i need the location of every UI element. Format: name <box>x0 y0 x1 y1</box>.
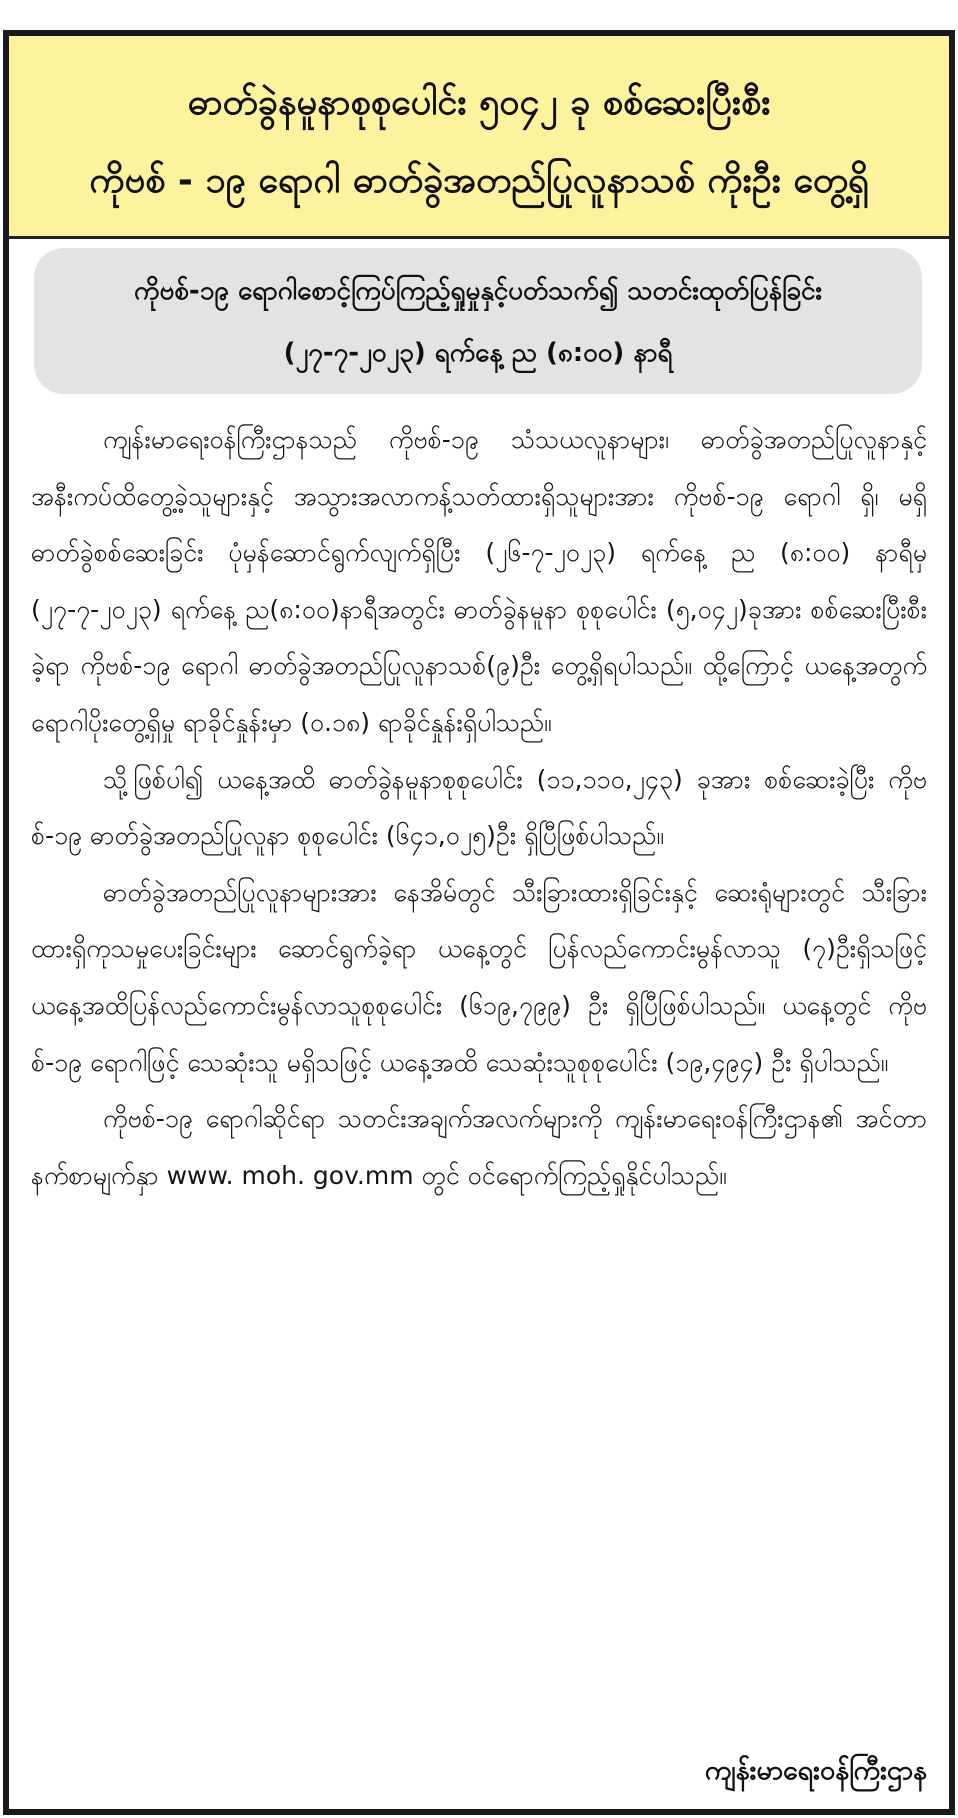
headline-banner <box>9 36 949 239</box>
paragraph-cumulative-totals: သို့ဖြစ်ပါ၍ ယနေ့အထိ ဓာတ်ခွဲနမူနာစုစုပေါင်း (၁၁,၁၁၀,၂၄၃) ခုအား စစ်ဆေးခဲ့ပြီး ကိုဗစ်-၁၉ ဓာတ်ခွဲအတည်ပြုလူနာ စုစုပေါင်း (၆၄၁,၀၂၅)ဦး ရှိပြီဖြစ်ပါသည်။ <box>31 764 927 851</box>
subheading-title: ကိုဗစ်-၁၉ ရောဂါစောင့်ကြပ်ကြည့်ရှုမှုနှင့်ပတ်သက်၍ သတင်းထုတ်ပြန်ခြင်း <box>134 276 822 306</box>
subheading-box <box>34 248 922 394</box>
announcement-body <box>31 412 927 1204</box>
headline-line-1: ဓာတ်ခွဲနမူနာစုစုပေါင်း ၅၀၄၂ ခု စစ်ဆေးပြီးစီး <box>187 82 771 123</box>
paragraph-website-info: ကိုဗစ်-၁၉ ရောဂါဆိုင်ရာ သတင်းအချက်အလက်များကို ကျန်းမာရေးဝန်ကြီးဌာန၏ အင်တာနက်စာမျက်နှာ www. moh. gov.mm တွင် ဝင်ရောက်ကြည့်ရှုနိုင်ပါသည်။ <box>31 1104 927 1190</box>
issuer-signature: ကျန်းမာရေးဝန်ကြီးဌာန <box>704 1755 927 1786</box>
announcement-frame <box>3 30 955 1815</box>
headline-line-2: ကိုဗစ် - ၁၉ ရောဂါ ဓာတ်ခွဲအတည်ပြုလူနာသစ် ကိုးဦး တွေ့ရှိ <box>89 160 869 201</box>
subheading-date: (၂၇-၇-၂၀၂၃) ရက်နေ့ ည (၈:၀၀) နာရီ <box>283 338 673 368</box>
paragraph-testing-results: ကျန်းမာရေးဝန်ကြီးဌာနသည် ကိုဗစ်-၁၉ သံသယလူနာများ၊ ဓာတ်ခွဲအတည်ပြုလူနာနှင့် အနီးကပ်ထိတွေ့ခဲ့သူများနှင့် အသွားအလာကန့်သတ်ထားရှိသူများအား ကိုဗစ်-၁၉ ရောဂါ ရှိ၊ မရှိ ဓာတ်ခွဲစစ်ဆေးခြင်း ပုံမှန်ဆောင်ရွက်လျက်ရှိပြီး (၂၆-၇-၂၀၂၃) ရက်နေ့ ည (၈:၀၀) နာရီမှ (၂၇-၇-၂၀၂၃) ရက်နေ့ ည(၈:၀၀)နာရီအတွင်း ဓာတ်ခွဲနမူနာ စုစုပေါင်း (၅,၀၄၂)ခုအား စစ်ဆေးပြီးစီးခဲ့ရာ ကိုဗစ်-၁၉ ရောဂါ ဓာတ်ခွဲအတည်ပြုလူနာသစ်(၉)ဦး တွေ့ရှိရပါသည်။ ထို့ကြောင့် ယနေ့အတွက် ရောဂါပိုးတွေ့ရှိမှု ရာခိုင်နှုန်းမှာ (၀.၁၈) ရာခိုင်နှုန်းရှိပါသည်။ <box>31 425 927 737</box>
paragraph-recoveries-deaths: ဓာတ်ခွဲအတည်ပြုလူနာများအား နေအိမ်တွင် သီးခြားထားရှိခြင်းနှင့် ဆေးရုံများတွင် သီးခြားထားရှိကုသမှုပေးခြင်းများ ဆောင်ရွက်ခဲ့ရာ ယနေ့တွင် ပြန်လည်ကောင်းမွန်လာသူ (၇)ဦးရှိသဖြင့် ယနေ့အထိပြန်လည်ကောင်းမွန်လာသူစုစုပေါင်း (၆၁၉,၇၉၉) ဦး ရှိပြီဖြစ်ပါသည်။ ယနေ့တွင် ကိုဗစ်-၁၉ ရောဂါဖြင့် သေဆုံးသူ မရှိသဖြင့် ယနေ့အထိ သေဆုံးသူစုစုပေါင်း (၁၉,၄၉၄) ဦး ရှိပါသည်။ <box>31 877 928 1077</box>
